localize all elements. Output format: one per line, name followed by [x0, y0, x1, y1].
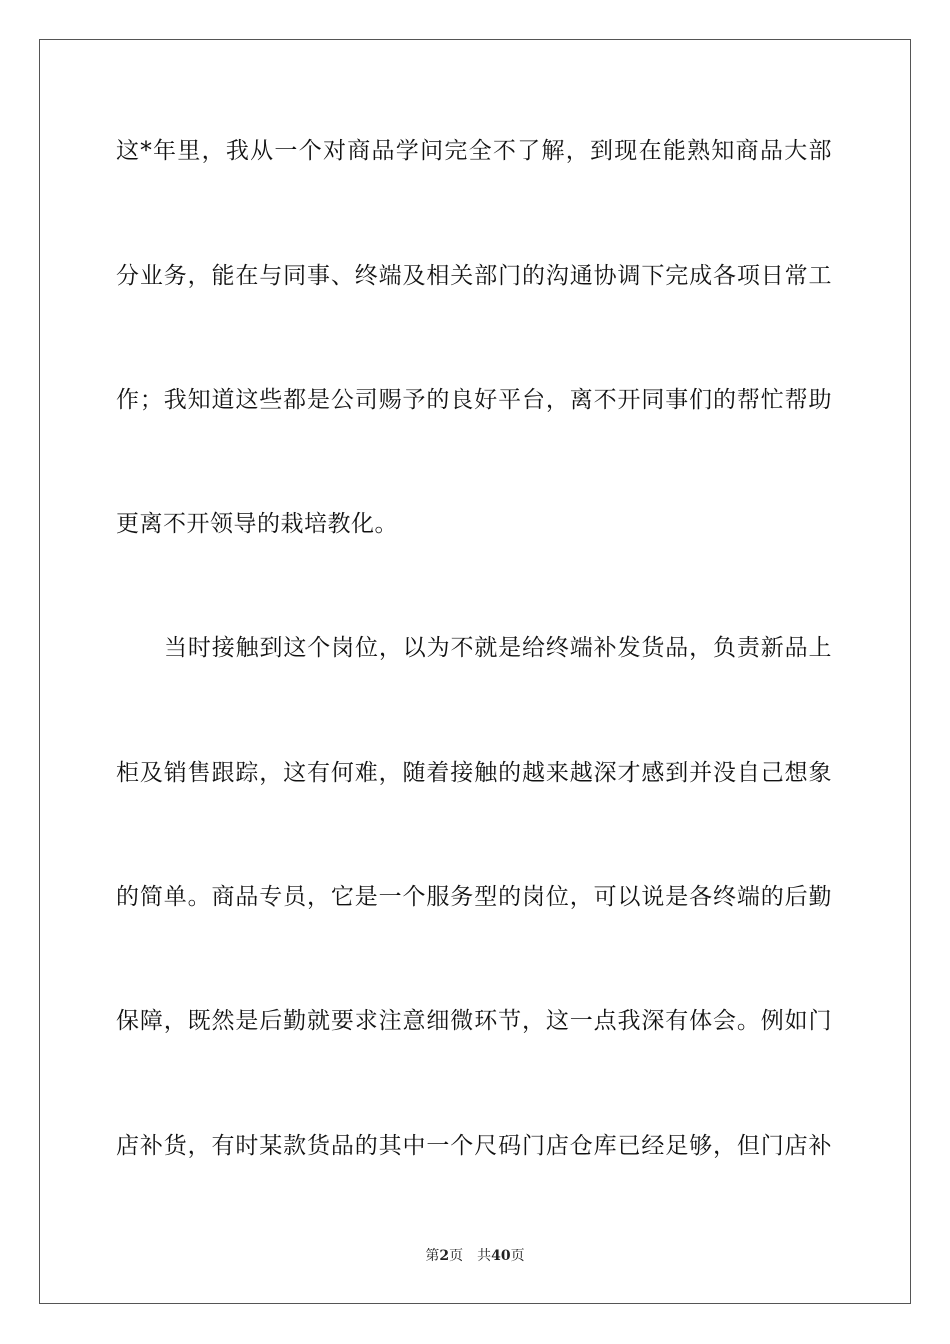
body-text-line: 的简单。商品专员，它是一个服务型的岗位，可以说是各终端的后勤: [116, 884, 832, 910]
total-suffix: 页: [510, 1248, 525, 1264]
body-text-line: 柜及销售跟踪，这有何难，随着接触的越来越深才感到并没自己想象: [116, 760, 832, 786]
body-text-line: 更离不开领导的栽培教化。: [116, 511, 398, 537]
page-suffix: 页: [449, 1248, 464, 1264]
body-text-line: 作；我知道这些都是公司赐予的良好平台，离不开同事们的帮忙帮助: [116, 387, 832, 413]
page-footer: [0, 1247, 950, 1265]
body-text-line: 保障，既然是后勤就要求注意细微环节，这一点我深有体会。例如门: [116, 1008, 832, 1034]
total-prefix: 共: [477, 1248, 492, 1264]
page-border: [39, 39, 911, 1304]
body-text-line: 这*年里，我从一个对商品学问完全不了解，到现在能熟知商品大部: [116, 138, 832, 164]
body-text-line: 当时接触到这个岗位，以为不就是给终端补发货品，负责新品上: [164, 635, 832, 661]
total-pages: 40: [491, 1248, 511, 1264]
body-text-line: 分业务，能在与同事、终端及相关部门的沟通协调下完成各项日常工: [116, 263, 832, 289]
page-prefix: 第: [425, 1248, 440, 1264]
page-number: 2: [439, 1248, 450, 1264]
body-text-line: 店补货，有时某款货品的其中一个尺码门店仓库已经足够，但门店补: [116, 1133, 832, 1159]
